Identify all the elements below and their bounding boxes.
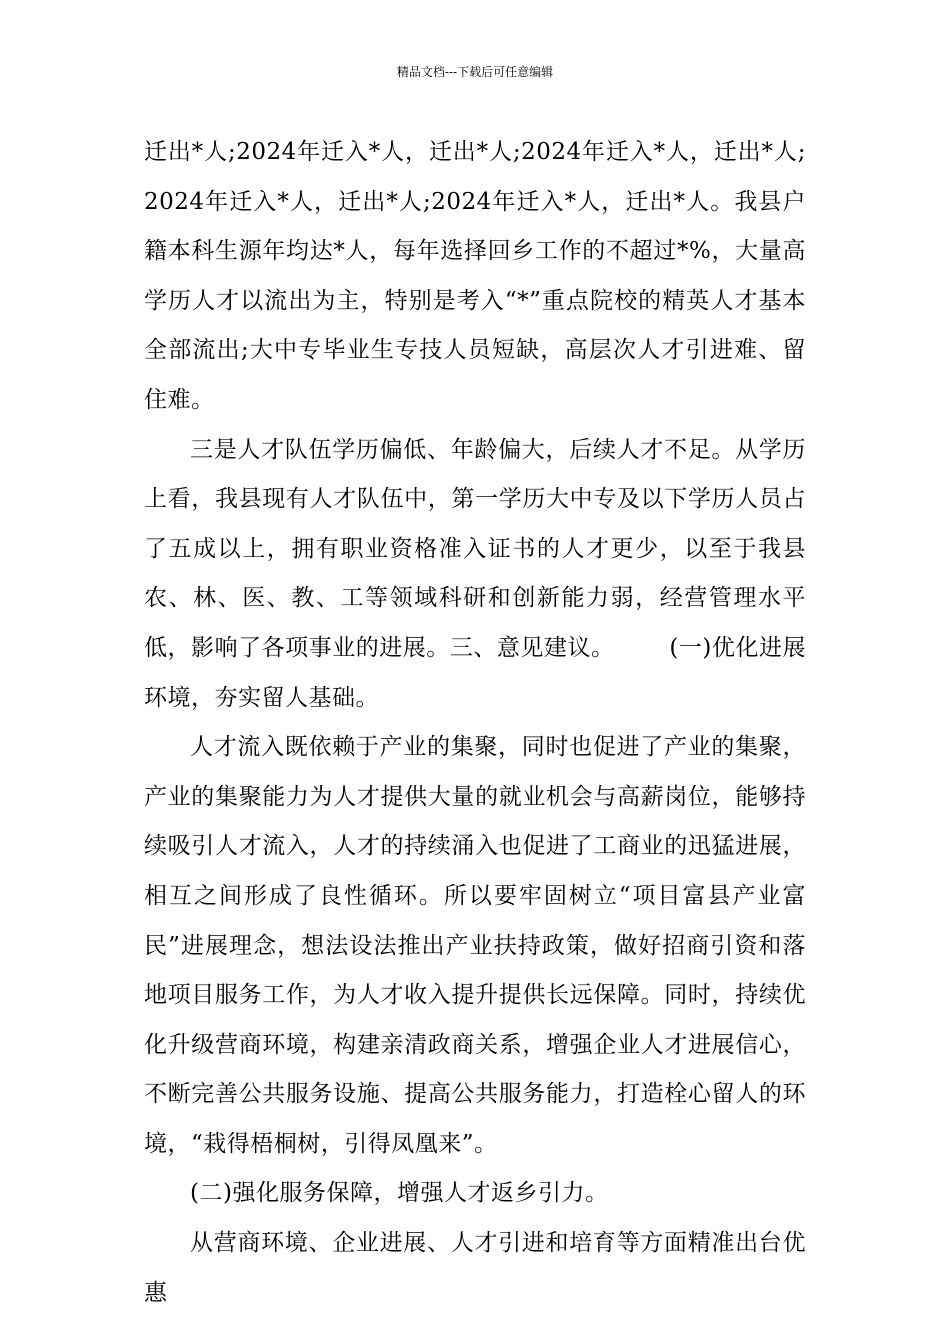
paragraph-section-heading-2: (二)强化服务保障，增强人才返乡引力。 [190, 1180, 609, 1207]
document-body [144, 128, 806, 1318]
page-header: 精品文档---下载后可任意编辑 [396, 65, 554, 79]
paragraph-industry-cluster: 人才流入既依赖于产业的集聚，同时也促进了产业的集聚，产业的集聚能力为人才提供大量的就业机会与高薪岗位，能够持续吸引人才流入，人才的持续涌入也促进了工商业的迅猛进展，相互之间形成了良性循环。所以要牢固树立“项目富县产业富民”进展理念，想法设法推出产业扶持政策，做好招商引资和落地项目服务工作，为人才收入提升提供长远保障。同时，持续优化升级营商环境，构建亲清政商关系，增强企业人才进展信心，不断完善公共服务设施、提高公共服务能力，打造栓心留人的环境，“栽得梧桐树，引得凤凰来”。 [144, 734, 806, 1157]
paragraph-talent-structure: 三是人才队伍学历偏低、年龄偏大，后续人才不足。从学历上看，我县现有人才队伍中，第一学历大中专及以下学历人员占了五成以上，拥有职业资格准入证书的人才更少，以至于我县农、林、医、教、工等领域科研和创新能力弱，经营管理水平低，影响了各项事业的进展。三、意见建议。 (一)优化进展环境，夯实留人基础。 [144, 436, 806, 711]
paragraph-preferential-policy: 从营商环境、企业进展、人才引进和培育等方面精准出台优惠 [144, 1230, 806, 1306]
paragraph-continued: 迁出*人;2024年迁入*人，迁出*人;2024年迁入*人，迁出*人;2024年迁入*人，迁出*人;2024年迁入*人，迁出*人。我县户籍本科生源年均达*人，每年选择回乡工作的不超过*%，大量高学历人才以流出为主，特别是考入“*”重点院校的精英人才基本全部流出;大中专毕业生专技人员短缺，高层次人才引进难、留住难。 [144, 139, 806, 413]
